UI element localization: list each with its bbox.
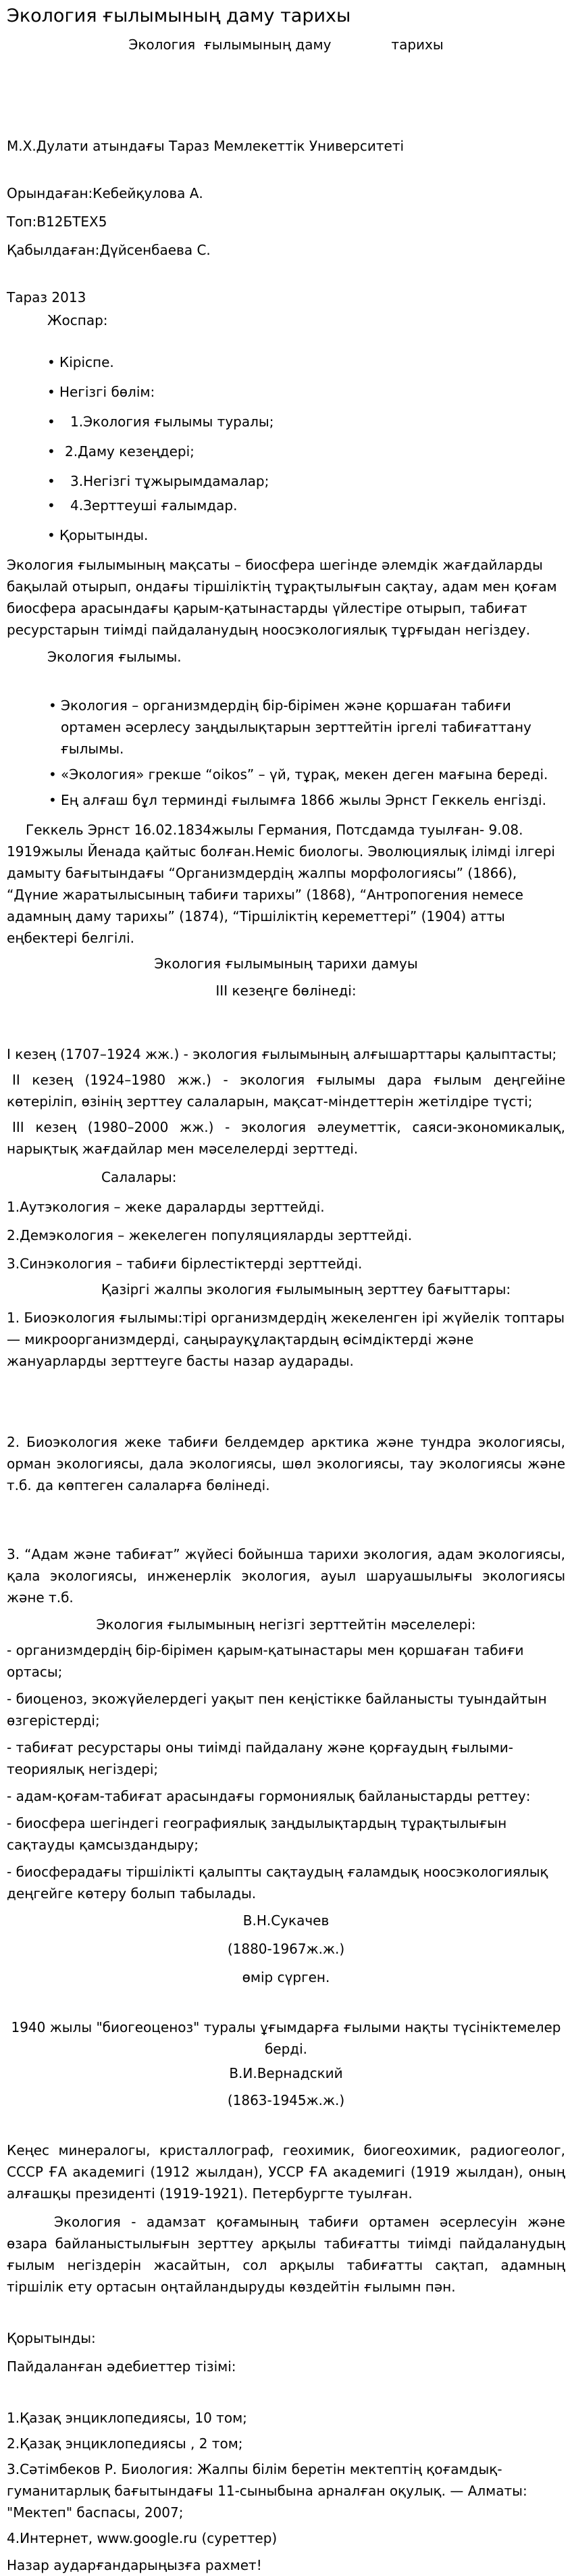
reference-item: 3.Сәтімбеков Р. Биология: Жалпы білім беретін мектептің қоғамдық-гуманитарлық бағытындағы 11-сыныбына арналған оқулық. — Алматы: "Мектеп" баспасы, 2007;	[7, 2461, 527, 2521]
subtitle: Экология ғылымының даму тарихы	[128, 36, 444, 53]
about-item: • Экология – организмдердің бір-бірімен және қоршаған табиғи ортамен әсерлесу заңдылықтарын зерттейтін іргелі табиғаттану ғылымы.	[7, 695, 565, 760]
bullet-icon: •	[47, 497, 55, 514]
problems-heading: Экология ғылымының негізгі зерттейтін мәселелері:	[96, 1616, 476, 1633]
about-heading: Экология ғылымы.	[47, 649, 182, 665]
branch-item: 3.Синэкология – табиғи бірлестіктерді зерттейді.	[7, 1256, 363, 1272]
sukachev-note: өмір сүрген.	[242, 1969, 330, 1985]
biogeocenosis-note: 1940 жылы "биогеоценоз" туралы ұғымдарға ғылыми нақты түсініктемелер берді.	[11, 2019, 561, 2057]
plan-item: • 2.Даму кезеңдері;	[7, 441, 565, 462]
thanks-line: Назар аударғандарыңызға рахмет!	[7, 2557, 262, 2573]
bullet-icon: •	[47, 473, 55, 489]
bullet-icon: •	[49, 766, 57, 783]
directions-heading: Қазіргі жалпы экология ғылымының зерттеу бағыттары:	[101, 1281, 511, 1297]
group-line: Топ:В12БТЕХ5	[7, 214, 107, 230]
vernadsky-paragraph: Кеңес минералогы, кристаллограф, геохимик, биогеохимик, радиогеолог, СССР ҒА академигі (1912 жылдан), УССР ҒА академигі (1919 жылдан), оның алғашқы президенті (1919-1921). Петербургте туылған.	[7, 2142, 565, 2202]
problem-item: - биосферадағы тіршілікті қалыпты сақтаудың ғаламдық ноосэкологиялық деңгейге көтеру болып табылады.	[7, 1864, 548, 1902]
bullet-icon: •	[47, 443, 55, 460]
vernadsky-name: В.И.Вернадский	[229, 2065, 343, 2081]
plan-list	[7, 351, 565, 546]
references-heading: Пайдаланған әдебиеттер тізімі:	[7, 2358, 236, 2375]
conclusion-heading: Қорытынды:	[7, 2330, 96, 2346]
branch-item: 2.Демэкология – жекелеген популяцияларды зерттейді.	[7, 1227, 413, 1243]
bullet-icon: •	[47, 414, 55, 430]
problem-item: - биоценоз, экожүйелердегі уақыт пен кеңістікке байланысты туындайтын өзгерістерді;	[7, 1691, 547, 1729]
problem-item: - организмдердің бір-бірімен қарым-қатынастары мен қоршаған табиғи ортасы;	[7, 1642, 524, 1680]
problem-item: - биосфера шегіндегі географиялық заңдылықтардың тұрақтылығын сақтауды қамсыздандыру;	[7, 1815, 507, 1853]
plan-item: • Негізгі бөлім:	[7, 381, 565, 403]
plan-item: • Қорытынды.	[7, 524, 565, 546]
stage-1: І кезең (1707–1924 жж.) - экология ғылымының алғышарттары қалыптасты;	[7, 1046, 557, 1062]
branches-heading: Салалары:	[101, 1169, 177, 1185]
about-item: • Ең алғаш бұл терминді ғылымға 1866 жылы Эрнст Геккель енгізді.	[7, 789, 565, 811]
about-list	[7, 695, 565, 811]
university-name: М.Х.Дулати атындағы Тараз Мемлекеттік Университеті	[7, 138, 405, 154]
receiver-line: Қабылдаған:Дүйсенбаева С.	[7, 242, 211, 258]
author-line: Орындаған:Кебейқулова А.	[7, 185, 203, 201]
bullet-icon: •	[47, 354, 55, 370]
plan-item: • Кіріспе.	[7, 351, 565, 373]
direction-1: 1. Биоэкология ғылымы:тірі организмдердің жекеленген ірі жүйелік топтары — микроорганизмдерді, саңырауқұлақтардың өсімдіктерді және жануарларды зерттеуге басты назар аударады.	[7, 1310, 565, 1369]
haeckel-paragraph: Геккель Эрнст 16.02.1834жылы Германия, Потсдамда туылған- 9.08. 1919жылы Йенада қайтыс болған.Неміс биологы. Эволюциялық ілімді ілгері дамыту бағытындағы “Организмдердің жалпы морфологиясы” (1866), “Дүние жаратылысының табиғи тарихы” (1868), “Антропогения немесе адамның даму тарихы” (1874), “Тіршіліктің кереметтері” (1904) атты еңбектері белгілі.	[7, 822, 555, 946]
stage-3: ІІІ кезең (1980–2000 жж.) - экология әлеуметтік, саяси-экономикалық, нарықтық жағдайлар мен мәселелерді зерттеді.	[7, 1119, 565, 1157]
bullet-icon: •	[47, 527, 55, 543]
direction-2: 2. Биоэкология жеке табиғи белдемдер арктика және тундра экологиясы, орман экологиясы, дала экологиясы, шөл экологиясы, тау экологиясы және т.б. да көптеген салаларға бөлінеді.	[7, 1434, 565, 1493]
branch-item: 1.Аутэкология – жеке дараларды зерттейді.	[7, 1199, 325, 1215]
reference-item: 1.Қазақ энциклопедиясы, 10 том;	[7, 2410, 247, 2426]
bullet-icon: •	[49, 697, 57, 714]
problem-item: - адам-қоғам-табиғат арасындағы гормониялық байланыстарды реттеу:	[7, 1788, 531, 1804]
plan-item: • 3.Негізгі тұжырымдамалар;	[7, 470, 565, 492]
bullet-icon: •	[47, 384, 55, 400]
stages-heading: ІІІ кезеңге бөлінеді:	[215, 983, 357, 999]
sukachev-years: (1880-1967ж.ж.)	[227, 1941, 345, 1957]
document-title: Экология ғылымының даму тарихы	[7, 5, 351, 26]
about-item: • «Экология» грекше “oikos” – үй, тұрақ, мекен деген мағына береді.	[7, 764, 565, 785]
conclusion-paragraph: Экология - адамзат қоғамының табиғи ортамен әсерлесуін және өзара байланыстылығын зерттеу арқылы табиғатты тиімді пайдаланудың ғылым негіздерін жасайтын, сол арқылы табиғатты сақтап, адамның тіршілік ету ортасын оңтайландыруды көздейтін ғылымн пән.	[7, 2214, 565, 2295]
stage-2: ІІ кезең (1924–1980 жж.) - экология ғылымы дара ғылым деңгейіне көтеріліп, өзінің зерттеу салаларын, мақсат-міндеттерін жетілдіре түсті;	[7, 1072, 565, 1110]
plan-item: • 1.Экология ғылымы туралы;	[7, 411, 565, 432]
bullet-icon: •	[49, 792, 57, 808]
reference-item: 4.Интернет, www.google.ru (суреттер)	[7, 2530, 278, 2546]
sukachev-name: В.Н.Сукачев	[242, 1912, 330, 1929]
plan-item: • 4.Зерттеуші ғалымдар.	[7, 495, 565, 516]
reference-item: 2.Қазақ энциклопедиясы , 2 том;	[7, 2435, 243, 2452]
history-heading: Экология ғылымының тарихи дамуы	[154, 956, 418, 972]
problem-item: - табиғат ресурстары оны тиімді пайдалану және қорғаудың ғылыми-теориялық негіздері;	[7, 1739, 514, 1777]
vernadsky-years: (1863-1945ж.ж.)	[227, 2092, 345, 2108]
intro-paragraph: Экология ғылымының мақсаты – биосфера шегінде әлемдік жағдайларды бақылай отырып, ондағы тіршіліктің тұрақтылығын сақтау, адам мен қоғам биосфера арасындағы қарым-қатынастарды үйлестіре отырып, табиғат ресурстарын тиімді пайдаланудың ноосэкологиялық тұрғыдан негіздеу.	[7, 557, 557, 638]
direction-3: 3. “Адам және табиғат” жүйесі бойынша тарихи экология, адам экологиясы, қала экологиясы, инженерлік экология, ауыл шаруашылығы экологиясы және т.б.	[7, 1546, 565, 1606]
plan-heading: Жоспар:	[47, 312, 108, 328]
city-year: Тараз 2013	[7, 289, 86, 305]
